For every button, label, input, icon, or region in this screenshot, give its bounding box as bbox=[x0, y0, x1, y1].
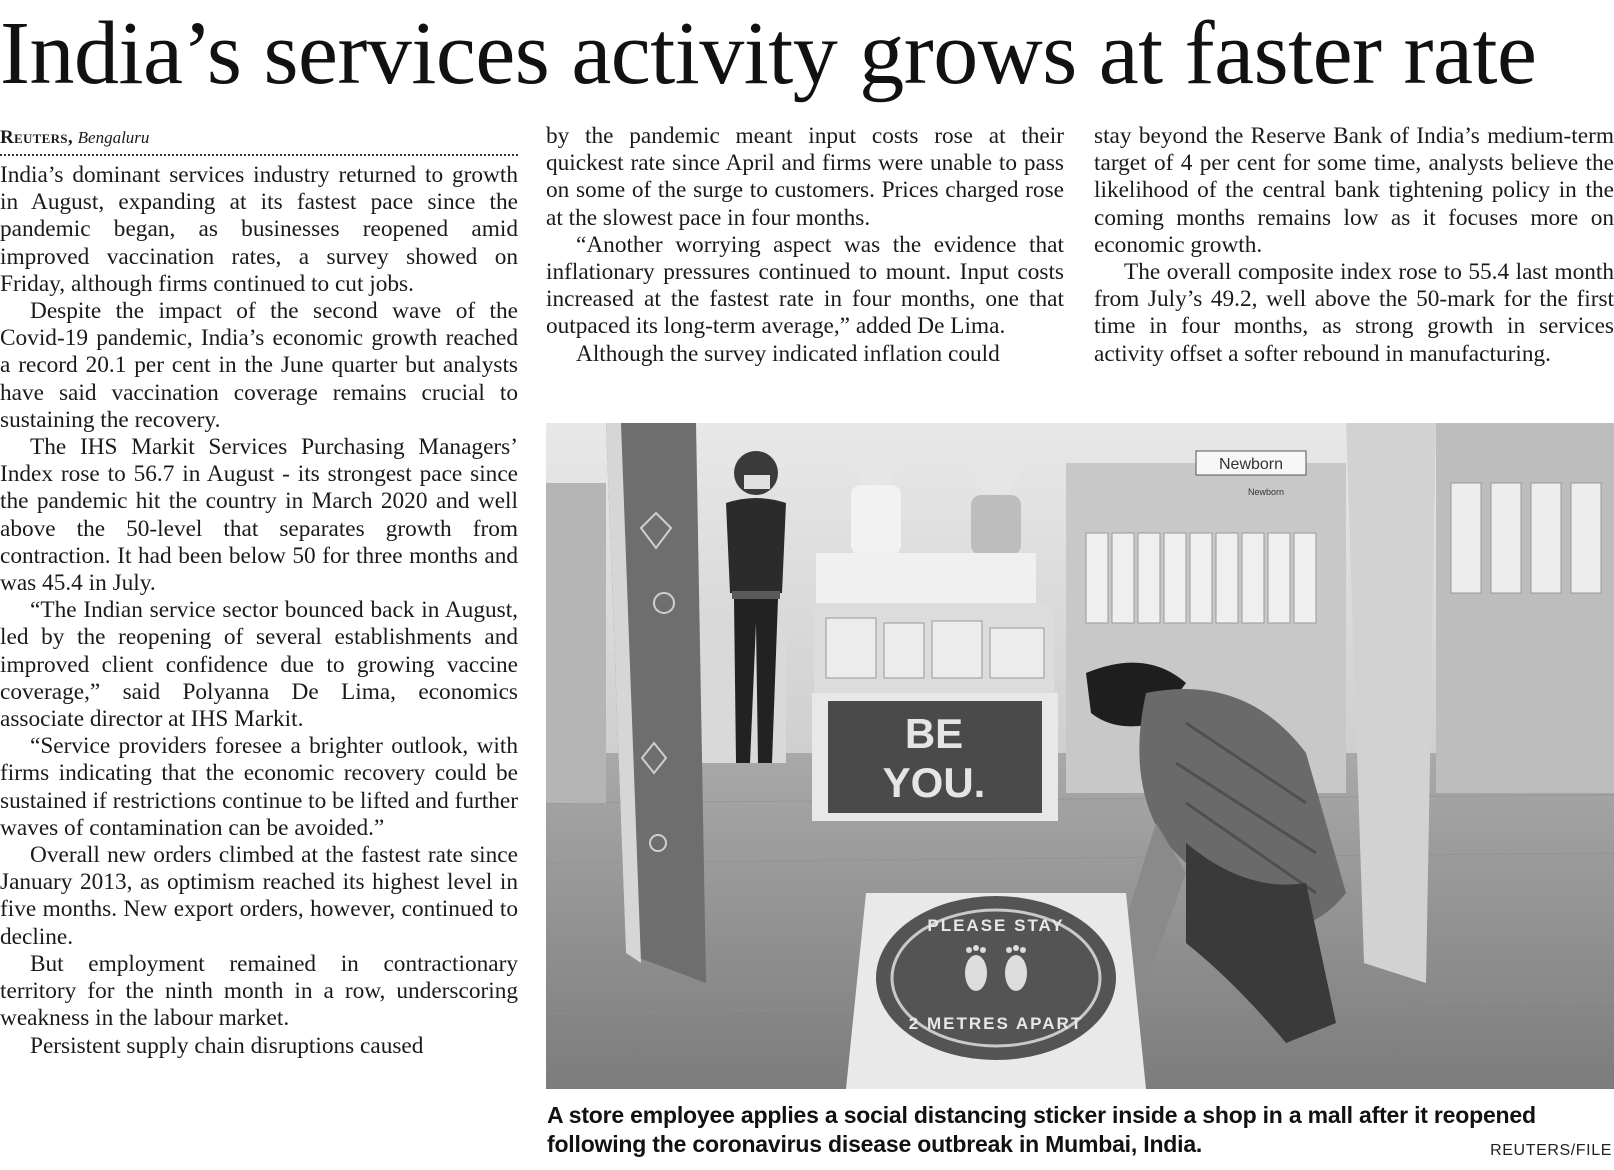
right-racks bbox=[1436, 423, 1614, 793]
paragraph: Despite the impact of the second wave of the Covid-19 pandemic, India’s economic growth reached a record 20.1 per cent in the June quarter but analysts have said vaccination coverage remains crucial to sustaining the recovery. bbox=[0, 298, 518, 433]
newborn-sign-small-text: Newborn bbox=[1247, 487, 1285, 497]
paragraph: stay beyond the Reserve Bank of India’s medium-term target of 4 per cent for some time, analysts believe the likelihood of the central bank tightening policy in the coming months remains low as it focuses more on economic growth. bbox=[1094, 123, 1614, 258]
photo-credit: REUTERS/FILE bbox=[1490, 1142, 1612, 1159]
byline-divider bbox=[0, 154, 518, 156]
paragraph: “Another worrying aspect was the evidence that inflationary pressures continued to mount. Input costs increased at the fastest rate in four months, one that outpaced its long-term average,” added De Lima. bbox=[546, 231, 1064, 340]
paragraph: The overall composite index rose to 55.4 last month from July’s 49.2, well above the 50-mark for the first time in four months, as strong growth in services activity offset a softer rebound in manufacturing. bbox=[1094, 259, 1614, 367]
store-scene-illustration bbox=[546, 423, 1614, 1089]
paragraph: “The Indian service sector bounced back in August, led by the reopening of several establishments and improved client confidence due to growing vaccine coverage,” said Polyanna De Lima, economics associate director at IHS Markit. bbox=[0, 597, 518, 733]
sticker-top-text: PLEASE STAY bbox=[927, 916, 1065, 935]
left-rack bbox=[546, 483, 606, 803]
newborn-sign-text: Newborn bbox=[1218, 456, 1284, 473]
be-you-line-2: YOU. bbox=[882, 759, 986, 806]
byline-city: Bengaluru bbox=[77, 128, 150, 147]
display-boxes bbox=[816, 553, 1036, 603]
paragraph: Although the survey indicated inflation could bbox=[576, 340, 1000, 367]
paragraph: India’s dominant services industry returned to growth in August, expanding at its fastest pace since the pandemic began, as businesses reopened amid improved vaccination rates, a survey showed on Friday, although firms continued to cut jobs. bbox=[0, 162, 518, 297]
headline: India’s services activity grows at faster rate bbox=[0, 4, 1537, 103]
byline-agency: Reuters, bbox=[0, 127, 73, 148]
article-column-3 bbox=[1094, 123, 1614, 368]
paragraph: by the pandemic meant input costs rose at their quickest rate since April and firms were unable to pass on some of the surge to customers. Prices charged rose at the slowest pace in four months. bbox=[546, 123, 1064, 231]
news-photo bbox=[546, 423, 1614, 1089]
paragraph: “Service providers foresee a brighter outlook, with firms indicating that the economic recovery could be sustained if restrictions continue to be lifted and further waves of contamination can be avoided.” bbox=[0, 733, 518, 841]
paragraph: Persistent supply chain disruptions caused bbox=[30, 1032, 424, 1059]
hanging-clothes bbox=[1086, 533, 1316, 623]
sticker-bottom-text: 2 METRES APART bbox=[908, 1014, 1084, 1033]
paragraph: Overall new orders climbed at the fastest rate since January 2013, as optimism reached its highest level in five months. New export orders, however, continued to decline. bbox=[0, 842, 518, 950]
article-column-2 bbox=[546, 123, 1064, 368]
article-column-1 bbox=[0, 123, 518, 1060]
paragraph: The IHS Markit Services Purchasing Managers’ Index rose to 56.7 in August - its strongest pace since the pandemic hit the country in March 2020 and well above the 50-level that separates growth from contraction. It had been below 50 for three months and was 45.4 in July. bbox=[0, 434, 518, 597]
paragraph: But employment remained in contractionary territory for the ninth month in a row, underscoring weakness in the labour market. bbox=[0, 950, 518, 1032]
byline bbox=[0, 126, 518, 150]
be-you-line-1: BE bbox=[904, 710, 964, 757]
photo-caption: A store employee applies a social distancing sticker inside a shop in a mall after it reopened following the coronavirus disease outbreak in Mumbai, India. bbox=[547, 1102, 1536, 1157]
